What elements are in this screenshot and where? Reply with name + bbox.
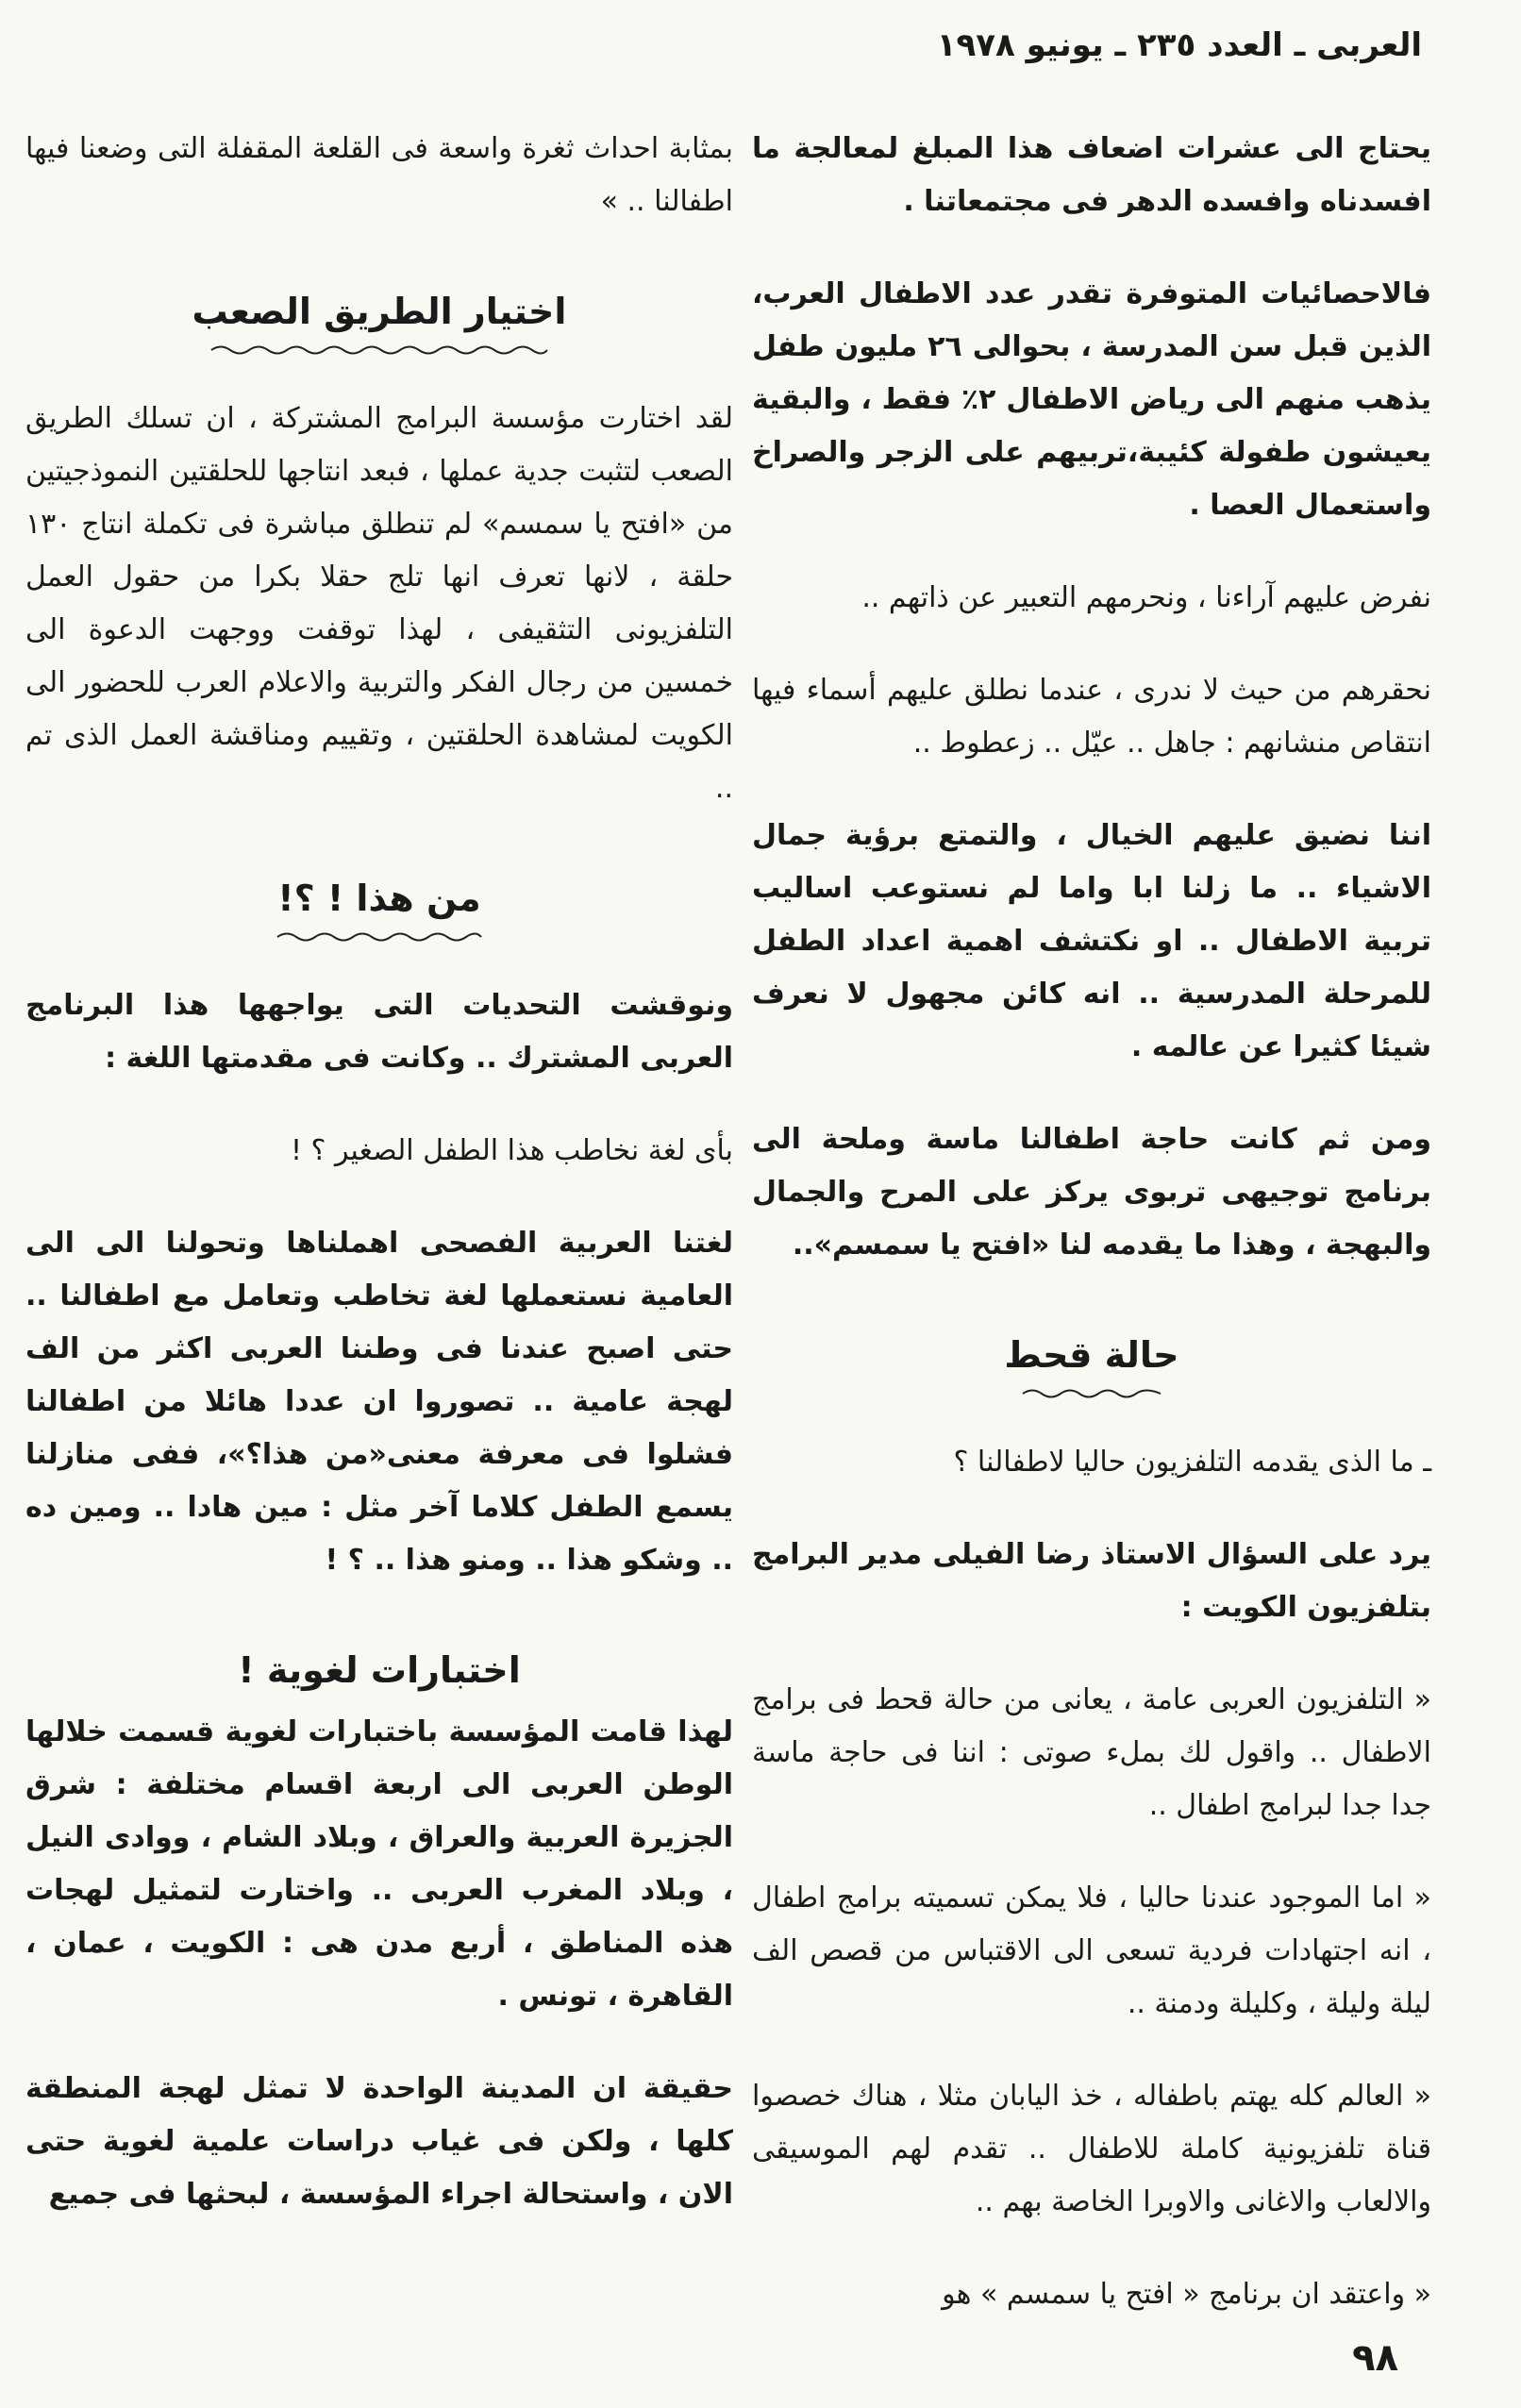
section-heading <box>25 285 733 359</box>
paragraph: لقد اختارت مؤسسة البرامج المشتركة ، ان تسلك الطريق الصعب لتثبت جدية عملها ، فبعد انتاجها للحلقتين النموذجيتين من «افتح يا سمسم» لم تنطلق مباشرة فى تكملة انتاج ١٣٠ حلقة ، لانها تعرف انها تلج حقلا بكرا من حقول العمل التلفزيونى التثقيفى ، لهذا توقفت ووجهت الدعوة الى خمسين من رجال الفكر والتربية والاعلام العرب للحضور الى الكويت لمشاهدة الحلقتين ، وتقييم ومناقشة العمل الذى تم .. <box>25 402 733 805</box>
section-heading-text: اختبارات لغوية ! <box>238 1649 521 1691</box>
paragraph: يحتاج الى عشرات اضعاف هذا المبلغ لمعالجة ما افسدناه وافسده الدهر فى مجتمعاتنا . <box>752 132 1431 218</box>
paragraph: لغتنا العربية الفصحى اهملناها وتحولنا الى الى العامية نستعملها لغة تخاطب وتعامل مع اطفالنا .. حتى اصبح عندنا فى وطننا العربى اكثر من الف لهجة عامية .. تصوروا ان عددا هائلا من اطفالنا فشلوا فى معرفة معنى«من هذا؟»، ففى منازلنا يسمع الطفل كلاما آخر مثل : مين هادا .. ومين ده .. وشكو هذا .. ومنو هذا .. ؟ ! <box>25 1227 733 1577</box>
section-heading-text: من هذا ! ؟! <box>277 878 481 919</box>
paragraph: يرد على السؤال الاستاذ رضا الفيلى مدير البرامج بتلفزيون الكويت : <box>752 1538 1431 1624</box>
section-heading <box>25 872 733 945</box>
wavy-rule-icon <box>209 342 549 359</box>
paragraph: « اما الموجود عندنا حاليا ، فلا يمكن تسميته برامج اطفال ، انه اجتهادات فردية تسعى الى الاقتباس من قصص الف ليلة وليلة ، وكليلة ودمنة .. <box>752 1881 1431 2020</box>
paragraph: حقيقة ان المدينة الواحدة لا تمثل لهجة المنطقة كلها ، ولكن فى غياب دراسات علمية لغوية حتى الان ، واستحالة اجراء المؤسسة ، لبحثها فى جميع <box>25 2072 733 2211</box>
paragraph: اننا نضيق عليهم الخيال ، والتمتع برؤية جمال الاشياء .. ما زلنا ابا واما لم نستوعب اساليب تربية الاطفال .. او نكتشف اهمية اعداد الطفل للمرحلة المدرسية .. انه كائن مجهول لا نعرف شيئا كثيرا عن عالمه . <box>752 819 1431 1063</box>
page-number: ٩٨ <box>1352 2336 1398 2380</box>
paragraph: « التلفزيون العربى عامة ، يعانى من حالة قحط فى برامج الاطفال .. واقول لك بملء صوتى : اننا فى حاجة ماسة جدا جدا لبرامج اطفال .. <box>752 1683 1431 1822</box>
running-header: العربى ـ العدد ٢٣٥ ـ يونيو ١٩٧٨ <box>936 26 1422 64</box>
wavy-rule-icon <box>276 928 483 945</box>
paragraph: « العالم كله يهتم باطفاله ، خذ اليابان مثلا ، هناك خصصوا قناة تلفزيونية كاملة للاطفال .. تقدم لهم الموسيقى والالعاب والاغانى والاوبرا الخاصة بهم .. <box>752 2080 1431 2218</box>
section-heading-text: حالة قحط <box>1004 1334 1179 1376</box>
paragraph: بأى لغة نخاطب هذا الطفل الصغير ؟ ! <box>290 1134 733 1167</box>
left-column <box>25 123 733 2261</box>
section-heading <box>752 1329 1431 1402</box>
paragraph: ومن ثم كانت حاجة اطفالنا ماسة وملحة الى برنامج توجيهى تربوى يركز على المرح والجمال والبهجة ، وهذا ما يقدمه لنا «افتح يا سمسم».. <box>752 1123 1431 1262</box>
wavy-rule-icon <box>1021 1385 1162 1402</box>
paragraph: فالاحصائيات المتوفرة تقدر عدد الاطفال العرب، الذين قبل سن المدرسة ، بحوالى ٢٦ مليون طفل يذهب منهم الى رياض الاطفال ٢٪ فقط ، والبقية يعيشون طفولة كئيبة،تربيهم على الزجر والصراخ واستعمال العصا . <box>752 277 1431 522</box>
paragraph: لهذا قامت المؤسسة باختبارات لغوية قسمت خلالها الوطن العربى الى اربعة اقسام مختلفة : شرق الجزيرة العربية والعراق ، وبلاد الشام ، ووادى النيل ، وبلاد المغرب العربى .. واختارت لتمثيل لهجات هذه المناطق ، أربع مدن هى : الكويت ، عمان ، القاهرة ، تونس . <box>25 1715 733 2013</box>
right-column <box>752 123 1431 2361</box>
paragraph: نفرض عليهم آراءنا ، ونحرمهم التعبير عن ذاتهم .. <box>861 581 1431 614</box>
section-heading-text: اختيار الطريق الصعب <box>192 291 567 332</box>
paragraph: ـ ما الذى يقدمه التلفزيون حاليا لاطفالنا ؟ <box>953 1446 1431 1479</box>
paragraph: نحقرهم من حيث لا ندرى ، عندما نطلق عليهم أسماء فيها انتقاص منشانهم : جاهل .. عيّل .. زعطوط .. <box>752 674 1431 760</box>
section-heading <box>25 1644 733 1697</box>
paragraph: بمثابة احداث ثغرة واسعة فى القلعة المقفلة التى وضعنا فيها اطفالنا .. » <box>25 132 733 218</box>
paragraph: « واعتقد ان برنامج « افتح يا سمسم » هو <box>942 2278 1431 2311</box>
paragraph: ونوقشت التحديات التى يواجهها هذا البرنامج العربى المشترك .. وكانت فى مقدمتها اللغة : <box>25 989 733 1075</box>
